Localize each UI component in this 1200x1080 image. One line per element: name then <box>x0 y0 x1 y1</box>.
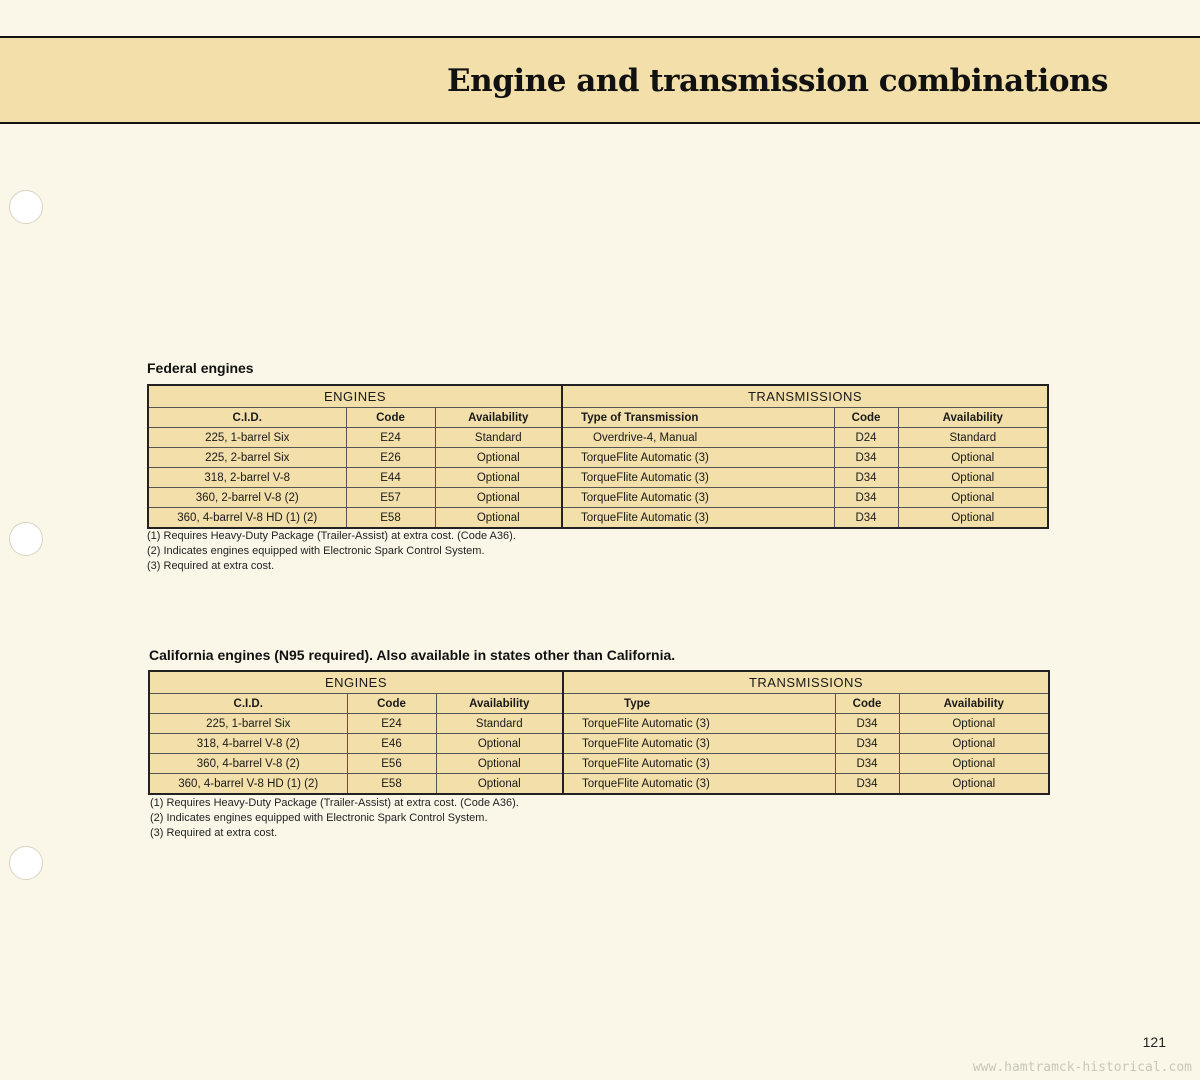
column-header: Code <box>347 694 436 714</box>
footnote: (3) Required at extra cost. <box>150 827 278 839</box>
cid-cell: 360, 4-barrel V-8 HD (1) (2) <box>149 774 347 795</box>
engine-availability-cell: Optional <box>436 754 563 774</box>
engine-code-cell: E57 <box>346 488 435 508</box>
cid-cell: 318, 4-barrel V-8 (2) <box>149 734 347 754</box>
engine-code-cell: E46 <box>347 734 436 754</box>
column-header: Availability <box>898 408 1048 428</box>
engine-availability-cell: Optional <box>435 448 562 468</box>
transmission-code-cell: D34 <box>834 468 898 488</box>
cid-cell: 225, 1-barrel Six <box>148 428 346 448</box>
engine-availability-cell: Optional <box>436 774 563 795</box>
engine-code-cell: E44 <box>346 468 435 488</box>
engine-availability-cell: Optional <box>435 488 562 508</box>
title-band <box>0 36 1200 124</box>
cid-cell: 360, 4-barrel V-8 (2) <box>149 754 347 774</box>
transmission-availability-cell: Optional <box>899 774 1049 795</box>
transmission-code-cell: D34 <box>835 734 899 754</box>
table-row <box>148 448 1048 468</box>
binder-hole <box>9 522 43 556</box>
cid-cell: 225, 2-barrel Six <box>148 448 346 468</box>
column-header: Availability <box>435 408 562 428</box>
footnote: (2) Indicates engines equipped with Electronic Spark Control System. <box>150 812 488 824</box>
california-section-title: California engines (N95 required). Also available in states other than California. <box>149 647 676 663</box>
cid-cell: 360, 2-barrel V-8 (2) <box>148 488 346 508</box>
transmission-availability-cell: Optional <box>898 508 1048 529</box>
column-header: Code <box>834 408 898 428</box>
engine-code-cell: E24 <box>347 714 436 734</box>
transmission-type-cell: TorqueFlite Automatic (3) <box>563 774 835 795</box>
transmission-type-cell: TorqueFlite Automatic (3) <box>562 468 834 488</box>
footnote: (1) Requires Heavy-Duty Package (Trailer-Assist) at extra cost. (Code A36). <box>147 530 516 542</box>
transmission-code-cell: D34 <box>835 774 899 795</box>
table-row <box>148 488 1048 508</box>
federal-footnotes <box>147 529 516 574</box>
california-engines-table <box>148 670 1050 795</box>
table-row <box>148 508 1048 529</box>
engine-code-cell: E58 <box>347 774 436 795</box>
transmission-availability-cell: Optional <box>898 448 1048 468</box>
engine-availability-cell: Optional <box>435 468 562 488</box>
transmission-code-cell: D34 <box>834 488 898 508</box>
engines-header: ENGINES <box>148 385 562 408</box>
cid-cell: 318, 2-barrel V-8 <box>148 468 346 488</box>
binder-hole <box>9 846 43 880</box>
transmission-type-cell: TorqueFlite Automatic (3) <box>562 448 834 468</box>
column-header: C.I.D. <box>148 408 346 428</box>
transmission-availability-cell: Optional <box>898 468 1048 488</box>
transmissions-header: TRANSMISSIONS <box>563 671 1049 694</box>
column-header: Code <box>346 408 435 428</box>
table-row <box>149 774 1049 795</box>
california-footnotes <box>150 796 519 841</box>
engine-availability-cell: Optional <box>436 734 563 754</box>
transmission-availability-cell: Standard <box>898 428 1048 448</box>
table-row <box>148 428 1048 448</box>
transmissions-header: TRANSMISSIONS <box>562 385 1048 408</box>
engines-header: ENGINES <box>149 671 563 694</box>
transmission-type-cell: TorqueFlite Automatic (3) <box>563 734 835 754</box>
column-header: Availability <box>899 694 1049 714</box>
footnote: (2) Indicates engines equipped with Electronic Spark Control System. <box>147 545 485 557</box>
footnote: (3) Required at extra cost. <box>147 560 275 572</box>
federal-section-title: Federal engines <box>147 360 254 376</box>
engine-code-cell: E56 <box>347 754 436 774</box>
transmission-type-cell: TorqueFlite Automatic (3) <box>563 754 835 774</box>
column-header: Type <box>563 694 835 714</box>
table-row <box>149 754 1049 774</box>
transmission-availability-cell: Optional <box>899 714 1049 734</box>
cid-cell: 225, 1-barrel Six <box>149 714 347 734</box>
table-row <box>149 734 1049 754</box>
transmission-type-cell: TorqueFlite Automatic (3) <box>563 714 835 734</box>
engine-availability-cell: Standard <box>435 428 562 448</box>
engine-availability-cell: Standard <box>436 714 563 734</box>
column-header: Code <box>835 694 899 714</box>
cid-cell: 360, 4-barrel V-8 HD (1) (2) <box>148 508 346 529</box>
column-header: C.I.D. <box>149 694 347 714</box>
transmission-type-cell: TorqueFlite Automatic (3) <box>562 508 834 529</box>
transmission-type-cell: Overdrive-4, Manual <box>562 428 834 448</box>
engine-code-cell: E26 <box>346 448 435 468</box>
transmission-availability-cell: Optional <box>899 754 1049 774</box>
table-row <box>148 468 1048 488</box>
transmission-availability-cell: Optional <box>898 488 1048 508</box>
transmission-type-cell: TorqueFlite Automatic (3) <box>562 488 834 508</box>
page-title: Engine and transmission combinations <box>447 63 1108 99</box>
page-number: 121 <box>1142 1034 1166 1050</box>
column-header: Type of Transmission <box>562 408 834 428</box>
federal-engines-table <box>147 384 1049 529</box>
transmission-code-cell: D24 <box>834 428 898 448</box>
transmission-code-cell: D34 <box>834 508 898 529</box>
transmission-code-cell: D34 <box>834 448 898 468</box>
source-watermark: www.hamtramck-historical.com <box>972 1060 1192 1075</box>
column-header: Availability <box>436 694 563 714</box>
table-row <box>149 714 1049 734</box>
engine-code-cell: E58 <box>346 508 435 529</box>
engine-code-cell: E24 <box>346 428 435 448</box>
footnote: (1) Requires Heavy-Duty Package (Trailer-Assist) at extra cost. (Code A36). <box>150 797 519 809</box>
engine-availability-cell: Optional <box>435 508 562 529</box>
transmission-code-cell: D34 <box>835 714 899 734</box>
transmission-availability-cell: Optional <box>899 734 1049 754</box>
transmission-code-cell: D34 <box>835 754 899 774</box>
binder-hole <box>9 190 43 224</box>
